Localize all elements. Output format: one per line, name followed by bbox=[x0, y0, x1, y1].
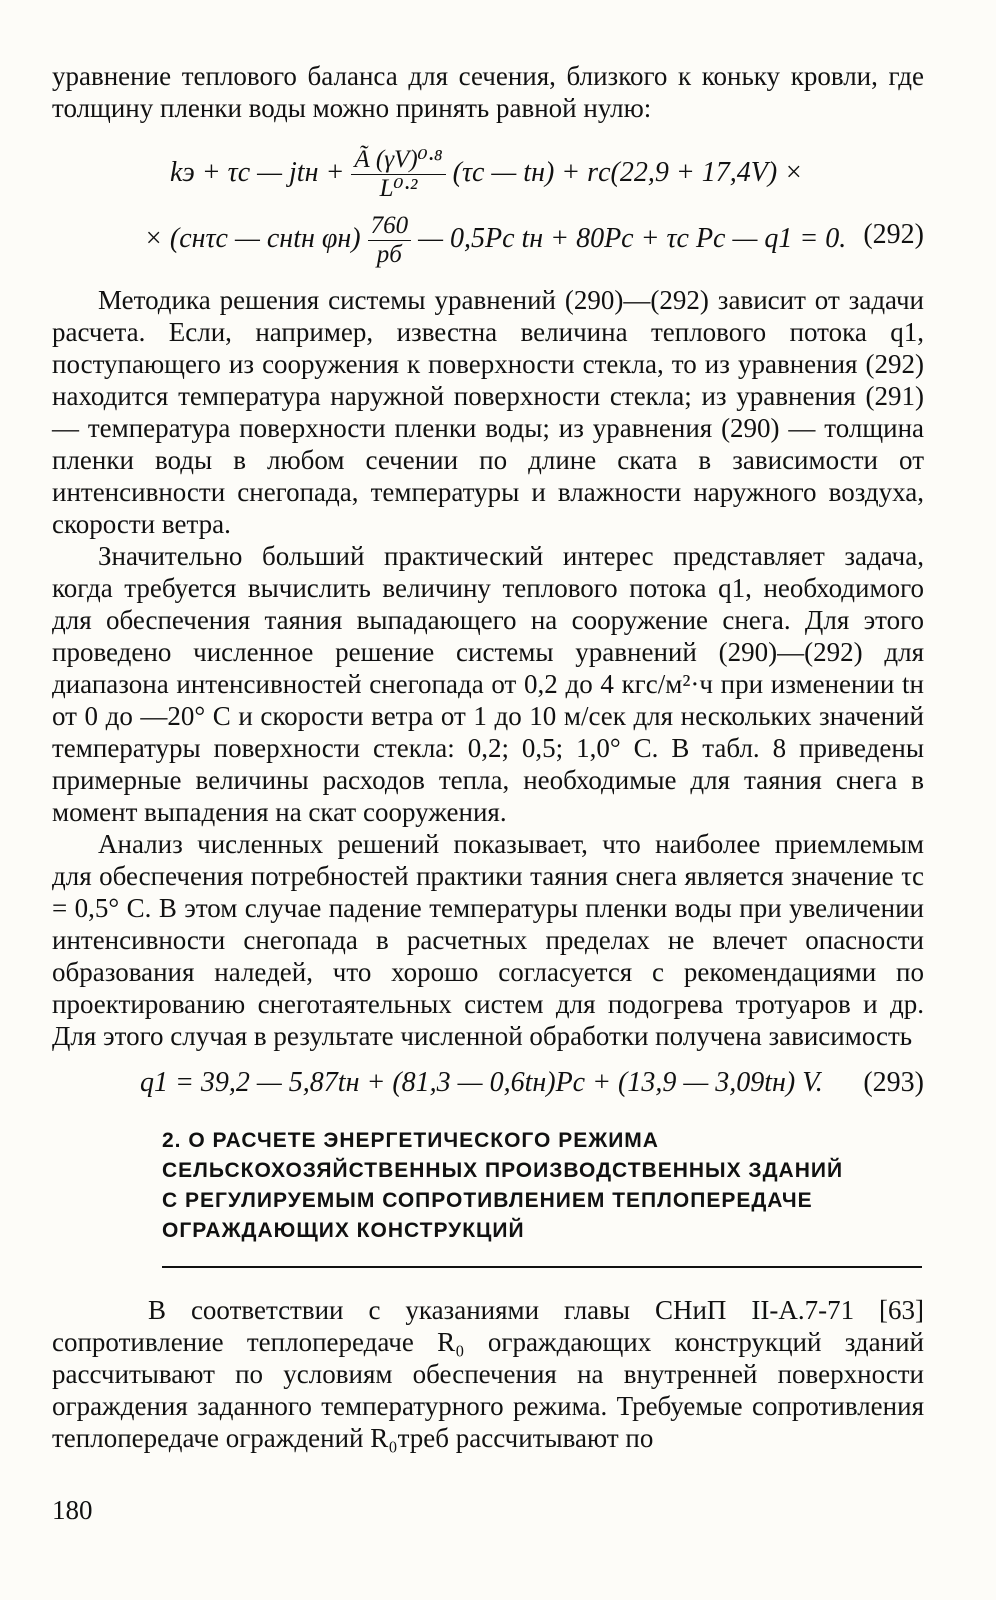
equation-292-line2: × (cнτс — cнtн φн) $\frac{760}{pб}$ — 0,5Pс tн + 80Pс + τс Pс — q1 = 0. bbox=[144, 212, 847, 268]
equation-292-line1: kэ + τс — jtн + $\frac{\text{Ã (γV)⁰·⁸}}{\text{L⁰·²}}$ (τс — tн) + rс(22,9 + 17,4V) × bbox=[170, 146, 804, 202]
equation-number-293: (293) bbox=[863, 1067, 924, 1098]
paragraph-method: Методика решения системы уравнений (290)—(292) зависит от задачи расчета. Если, например, известна величина теплового потока q1, поступающего из сооружения к поверхности стекла, то из уравнения (292) находится температура наружной поверхности стекла; из уравнения (291) — температура поверхности пленки воды; из уравнения (290) — толщина пленки воды в любом сечении по длине ската в зависимости от интенсивности снегопада, температуры и влажности наружного воздуха, скорости ветра. bbox=[52, 285, 924, 539]
paragraph-intro: уравнение теплового баланса для сечения, близкого к коньку кровли, где толщину пленки воды можно принять равной нулю: bbox=[52, 61, 924, 123]
equation-number-292: (292) bbox=[863, 219, 924, 250]
fraction-a: $\frac{\text{Ã (γV)⁰·⁸}}{\text{L⁰·²}}$ bbox=[351, 146, 445, 203]
fraction-760: $\frac{760}{pб}$ bbox=[368, 212, 412, 269]
page-content bbox=[52, 60, 924, 1454]
equation-293 bbox=[52, 1066, 924, 1106]
equation-292 bbox=[52, 138, 924, 270]
heading-rule bbox=[162, 1266, 922, 1268]
paragraph-snip: В соответствии с указаниями главы СНиП II-А.7-71 [63] сопротивление теплопередаче R₀ ограждающих конструкций зданий рассчитывают по условиям обеспечения на внутренней поверхности ограждения заданного температурного режима. Требуемые сопротивления теплопередаче ограждений R₀треб рассчитывают по bbox=[52, 1295, 924, 1453]
paragraph-analysis: Анализ численных решений показывает, что наиболее приемлемым для обеспечения потребностей практики таяния снега является значение τс = 0,5° С. В этом случае падение температуры пленки воды при увеличении интенсивности снегопада в расчетных пределах не влечет опасности образования наледей, что хорошо согласуется с рекомендациями по проектированию снеготаятельных систем для подогрева тротуаров и др. Для этого случая в результате численной обработки получена зависимость bbox=[52, 829, 924, 1051]
page-number: 180 bbox=[52, 1495, 93, 1525]
section-heading: 2. О РАСЧЕТЕ ЭНЕРГЕТИЧЕСКОГО РЕЖИМА СЕЛЬСКОХОЗЯЙСТВЕННЫХ ПРОИЗВОДСТВЕННЫХ ЗДАНИЙ С РЕГУЛИРУЕМЫМ СОПРОТИВЛЕНИЕМ ТЕПЛОПЕРЕДАЧЕ ОГРАЖДАЮЩИХ КОНСТРУКЦИЙ bbox=[162, 1129, 844, 1242]
paragraph-practical: Значительно больший практический интерес представляет задача, когда требуется вычислить величину теплового потока q1, необходимого для обеспечения таяния выпадающего на сооружение снега. Для этого проведено численное решение системы уравнений (290)—(292) для диапазона интенсивностей снегопада от 0,2 до 4 кгс/м²·ч при изменении tн от 0 до —20° С и скорости ветра от 1 до 10 м/сек для нескольких значений температуры поверхности стекла: 0,2; 0,5; 1,0° С. В табл. 8 приведены примерные величины расходов тепла, необходимые для таяния снега в момент выпадения на скат сооружения. bbox=[52, 541, 924, 827]
equation-293-body: q1 = 39,2 — 5,87tн + (81,3 — 0,6tн)Pс + (13,9 — 3,09tн) V. bbox=[140, 1067, 823, 1098]
